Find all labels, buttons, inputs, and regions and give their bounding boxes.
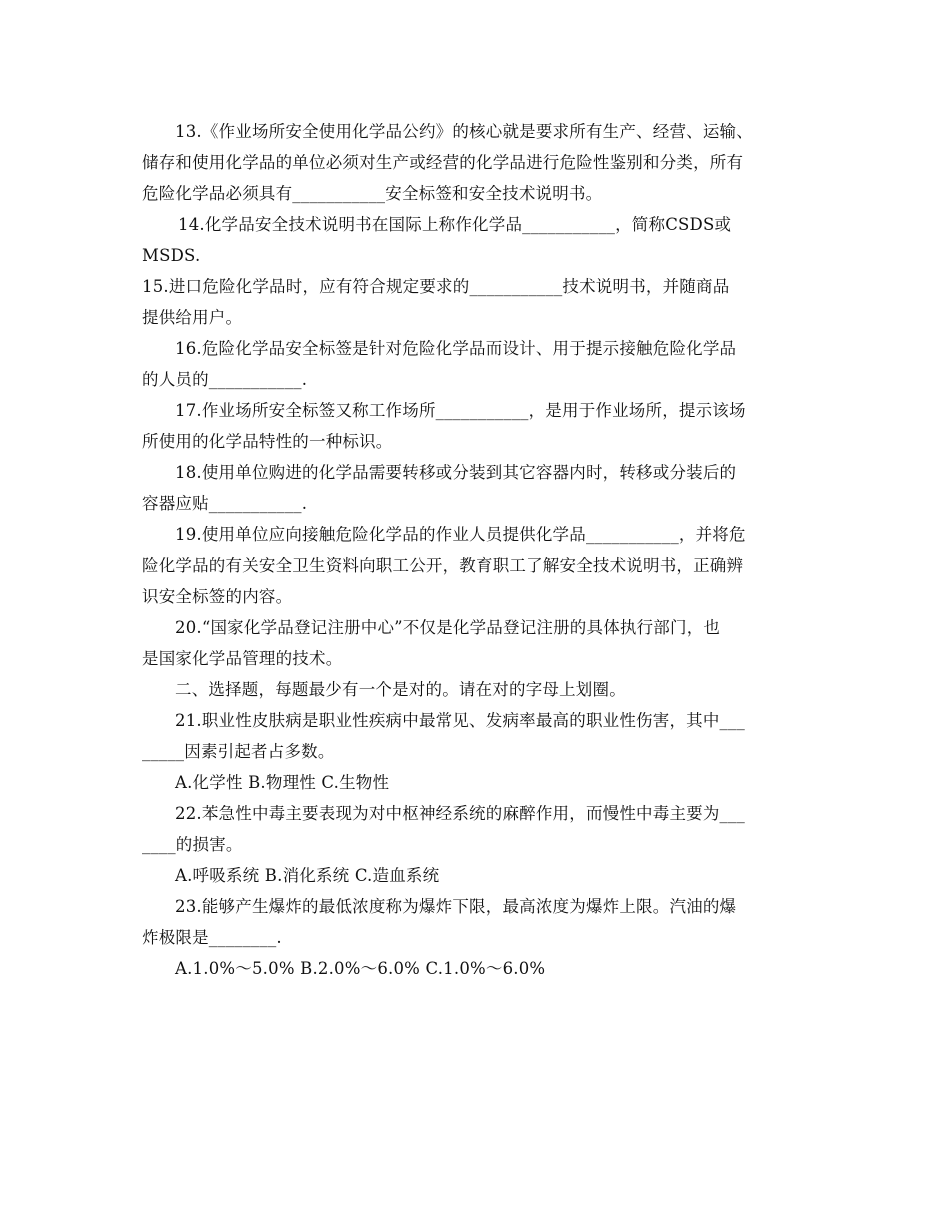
text-line: 19.使用单位应向接触危险化学品的作业人员提供化学品___________，并将危 bbox=[175, 525, 746, 544]
text-line: 所使用的化学品特性的一种标识。 bbox=[142, 432, 393, 451]
text-line: 13.《作业场所安全使用化学品公约》的核心就是要求所有生产、经营、运输、 bbox=[175, 122, 753, 141]
text-line: 22.苯急性中毒主要表现为对中枢神经系统的麻醉作用，而慢性中毒主要为___ bbox=[175, 804, 745, 823]
text-line: 16.危险化学品安全标签是针对危险化学品而设计、用于提示接触危险化学品 bbox=[175, 339, 737, 358]
text-line: 提供给用户。 bbox=[142, 308, 243, 327]
text-line: 识安全标签的内容。 bbox=[142, 587, 293, 606]
text-line: 储存和使用化学品的单位必须对生产或经营的化学品进行危险性鉴别和分类，所有 bbox=[142, 153, 744, 172]
text-line: 是国家化学品管理的技术。 bbox=[142, 649, 343, 668]
text-line: 21.职业性皮肤病是职业性疾病中最常见、发病率最高的职业性伤害，其中___ bbox=[175, 711, 745, 730]
text-line: 险化学品的有关安全卫生资料向职工公开，教育职工了解安全技术说明书，正确辨 bbox=[142, 556, 744, 575]
section-heading: 二、选择题，每题最少有一个是对的。请在对的字母上划圈。 bbox=[175, 680, 626, 699]
document-page bbox=[142, 116, 814, 984]
text-line: ____的损害。 bbox=[142, 835, 243, 854]
answer-options: A.1.0%～5.0% B.2.0%～6.0% C.1.0%～6.0% bbox=[175, 959, 546, 978]
answer-options: A.化学性 B.物理性 C.生物性 bbox=[175, 773, 390, 792]
text-line: 20.“国家化学品登记注册中心”不仅是化学品登记注册的具体执行部门，也 bbox=[175, 618, 721, 637]
text-line: 容器应贴___________. bbox=[142, 494, 308, 513]
text-line: 危险化学品必须具有___________安全标签和安全技术说明书。 bbox=[142, 184, 603, 203]
text-line: 炸极限是________. bbox=[142, 928, 282, 947]
answer-options: A.呼吸系统 B.消化系统 C.造血系统 bbox=[175, 866, 440, 885]
text-line: 15.进口危险化学品时，应有符合规定要求的___________技术说明书，并随商品 bbox=[142, 277, 730, 296]
text-line: 17.作业场所安全标签又称工作场所___________，是用于作业场所，提示该场 bbox=[175, 401, 746, 420]
text-line: _____因素引起者占多数。 bbox=[142, 742, 335, 761]
text-line: 18.使用单位购进的化学品需要转移或分装到其它容器内时，转移或分装后的 bbox=[175, 463, 737, 482]
text-line: 的人员的___________. bbox=[142, 370, 308, 389]
text-line: MSDS. bbox=[142, 246, 201, 265]
text-line: 14.化学品安全技术说明书在国际上称作化学品___________，简称CSDS或 bbox=[178, 215, 732, 234]
text-line: 23.能够产生爆炸的最低浓度称为爆炸下限，最高浓度为爆炸上限。汽油的爆 bbox=[175, 897, 737, 916]
